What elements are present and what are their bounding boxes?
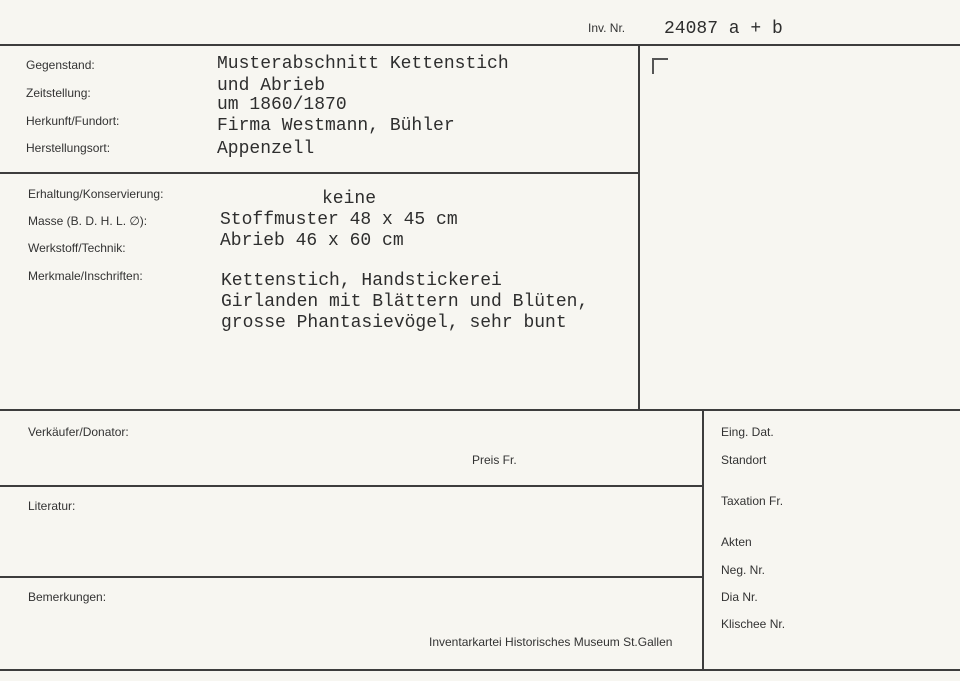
zeitstellung-value: um 1860/1870 — [217, 95, 347, 115]
eing-dat-label: Eing. Dat. — [721, 425, 774, 439]
photo-corner-mark — [652, 58, 668, 74]
bottom-rule — [0, 669, 960, 671]
merkmale-value-line-1: Kettenstich, Handstickerei — [221, 271, 502, 291]
herstellungsort-value: Appenzell — [217, 139, 315, 159]
zeitstellung-label: Zeitstellung: — [26, 86, 91, 100]
masse-value-line-2: Abrieb 46 x 60 cm — [220, 231, 404, 251]
taxation-label: Taxation Fr. — [721, 494, 784, 508]
preis-label: Preis Fr. — [472, 453, 517, 467]
masse-value-line-1: Stoffmuster 48 x 45 cm — [220, 210, 458, 230]
werkstoff-label: Werkstoff/Technik: — [28, 241, 126, 255]
bemerkungen-label: Bemerkungen: — [28, 590, 107, 604]
top-rule — [0, 44, 960, 46]
masse-label: Masse (B. D. H. L. ∅): — [28, 214, 148, 228]
section-divider-3 — [0, 485, 704, 487]
inv-nr-label: Inv. Nr. — [588, 21, 626, 35]
klischee-nr-label: Klischee Nr. — [721, 617, 786, 631]
literatur-label: Literatur: — [28, 499, 76, 513]
dia-nr-label: Dia Nr. — [721, 590, 758, 604]
admin-column-divider — [702, 409, 704, 671]
herstellungsort-label: Herstellungsort: — [26, 141, 111, 155]
inv-nr-value: 24087 a + b — [664, 19, 783, 39]
herkunft-label: Herkunft/Fundort: — [26, 114, 120, 128]
erhaltung-label: Erhaltung/Konservierung: — [28, 187, 164, 201]
image-box-divider — [638, 44, 640, 411]
section-divider-2 — [0, 409, 960, 411]
merkmale-label: Merkmale/Inschriften: — [28, 269, 143, 283]
merkmale-value-line-3: grosse Phantasievögel, sehr bunt — [221, 313, 567, 333]
card-footer-text: Inventarkartei Historisches Museum St.Gallen — [429, 635, 673, 649]
herkunft-value: Firma Westmann, Bühler — [217, 116, 455, 136]
akten-label: Akten — [721, 535, 752, 549]
merkmale-value-line-2: Girlanden mit Blättern und Blüten, — [221, 292, 589, 312]
erhaltung-value: keine — [322, 189, 377, 209]
gegenstand-label: Gegenstand: — [26, 58, 95, 72]
section-divider-4 — [0, 576, 704, 578]
verkaeufer-label: Verkäufer/Donator: — [28, 425, 129, 439]
gegenstand-value-line-2: und Abrieb — [217, 76, 326, 96]
gegenstand-value-line-1: Musterabschnitt Kettenstich — [217, 54, 509, 74]
standort-label: Standort — [721, 453, 767, 467]
neg-nr-label: Neg. Nr. — [721, 563, 766, 577]
section-divider-1 — [0, 172, 640, 174]
